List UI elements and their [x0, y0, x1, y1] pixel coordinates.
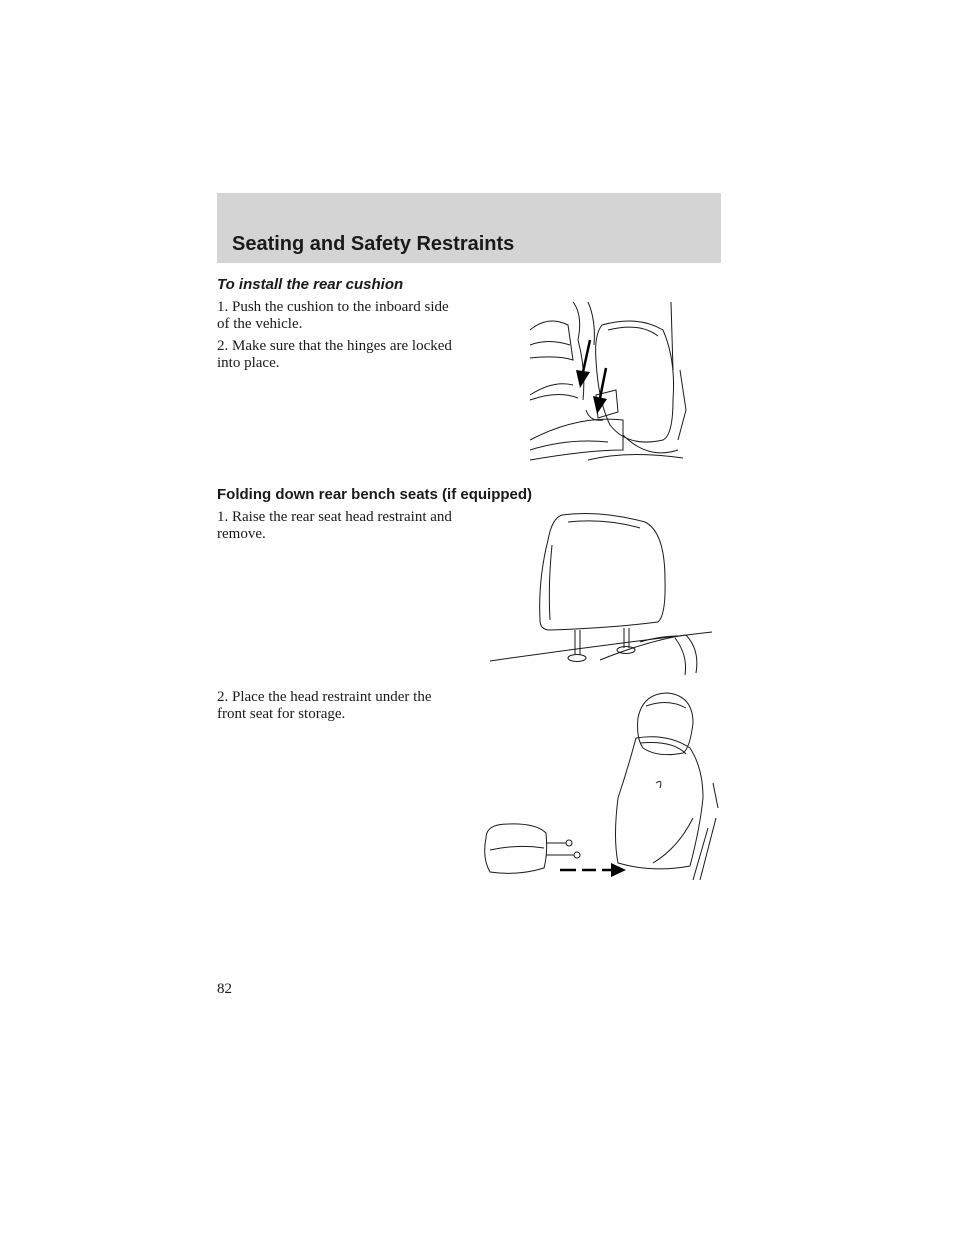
install-step-2: 2. Make sure that the hinges are locked into place. — [217, 338, 452, 371]
section-title: Seating and Safety Restraints — [232, 233, 515, 255]
head-restraint-storage-icon — [478, 688, 723, 884]
install-rear-cushion-heading: To install the rear cushion — [217, 276, 404, 293]
head-restraint-storage-figure — [478, 688, 723, 884]
head-restraint-removal-icon — [490, 510, 716, 678]
rear-cushion-hinge-figure — [528, 300, 693, 465]
fold-step-1: 1. Raise the rear seat head restraint and remove. — [217, 509, 452, 542]
install-step-1: 1. Push the cushion to the inboard side of the vehicle. — [217, 299, 449, 332]
page-number: 82 — [217, 981, 232, 997]
fold-step-2: 2. Place the head restraint under the front seat for storage. — [217, 689, 432, 722]
fold-rear-bench-heading: Folding down rear bench seats (if equipped) — [217, 486, 533, 503]
rear-cushion-hinge-icon — [528, 300, 693, 465]
section-header-band — [217, 193, 721, 263]
head-restraint-removal-figure — [490, 510, 716, 678]
